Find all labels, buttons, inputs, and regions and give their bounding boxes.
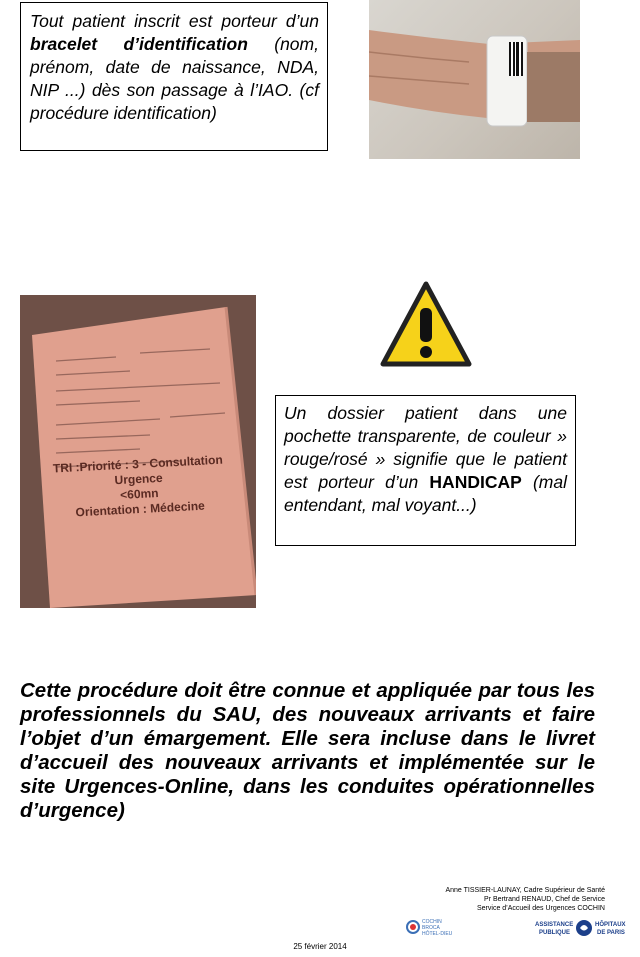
document-date: 25 février 2014 <box>293 942 347 951</box>
aphp-logo-text: DE PARIS <box>597 930 625 936</box>
note-text: Tout patient inscrit est porteur d’un <box>30 11 319 31</box>
identification-bracelet-note <box>20 2 328 151</box>
folder-triage-line: TRI :Priorité : 3 - Consultation Urgence <box>52 452 224 488</box>
cochin-logo-text: HÔTEL-DIEU <box>422 931 453 937</box>
warning-icon <box>380 280 472 368</box>
aphp-logo-text: HÔPITAUX <box>595 922 626 928</box>
note-text: (nom, prénom, date de naissance, NDA, NIP ...) dès son passage à l’IAO. (cf procédure identification) <box>30 34 319 123</box>
author-line: Service d’Accueil des Urgences COCHIN <box>477 905 605 912</box>
cochin-logo <box>403 909 465 939</box>
cochin-logo-text: COCHIN <box>422 919 442 925</box>
aphp-logo <box>535 917 635 939</box>
wristband-photo <box>369 0 580 159</box>
note-text: (mal entendant, mal voyant...) <box>284 472 568 515</box>
cochin-logo-text: BROCA <box>422 925 440 931</box>
folder-delay: <60mn <box>119 485 159 502</box>
handicap-folder-note <box>275 395 576 546</box>
note-emphasis: bracelet d’identification <box>30 34 248 54</box>
folder-orientation: Orientation : Médecine <box>75 498 206 520</box>
note-emphasis: HANDICAP <box>429 472 522 492</box>
aphp-logo-text: PUBLIQUE <box>539 930 571 936</box>
author-line: Pr Bertrand RENAUD, Chef de Service <box>484 896 605 903</box>
author-line: Anne TISSIER-LAUNAY, Cadre Supérieur de Santé <box>445 887 605 894</box>
patient-folder-photo <box>20 295 256 608</box>
aphp-logo-text: ASSISTANCE <box>535 922 574 928</box>
note-text: Un dossier patient dans une pochette transparente, de couleur » rouge/rosé » signifie que le patient est porteur d’un <box>284 403 567 492</box>
author-block <box>445 886 605 913</box>
wristband-illustration <box>369 0 580 159</box>
procedure-statement: Cette procédure doit être connue et appliquée par tous les professionnels du SAU, des nouveaux arrivants et faire l’objet d’un émargement. Elle sera incluse dans le livret d’accueil des nouveaux arrivants et implémentée sur le site Urgences-Online, dans les conduites opérationnelles d’urgence) <box>20 679 595 822</box>
